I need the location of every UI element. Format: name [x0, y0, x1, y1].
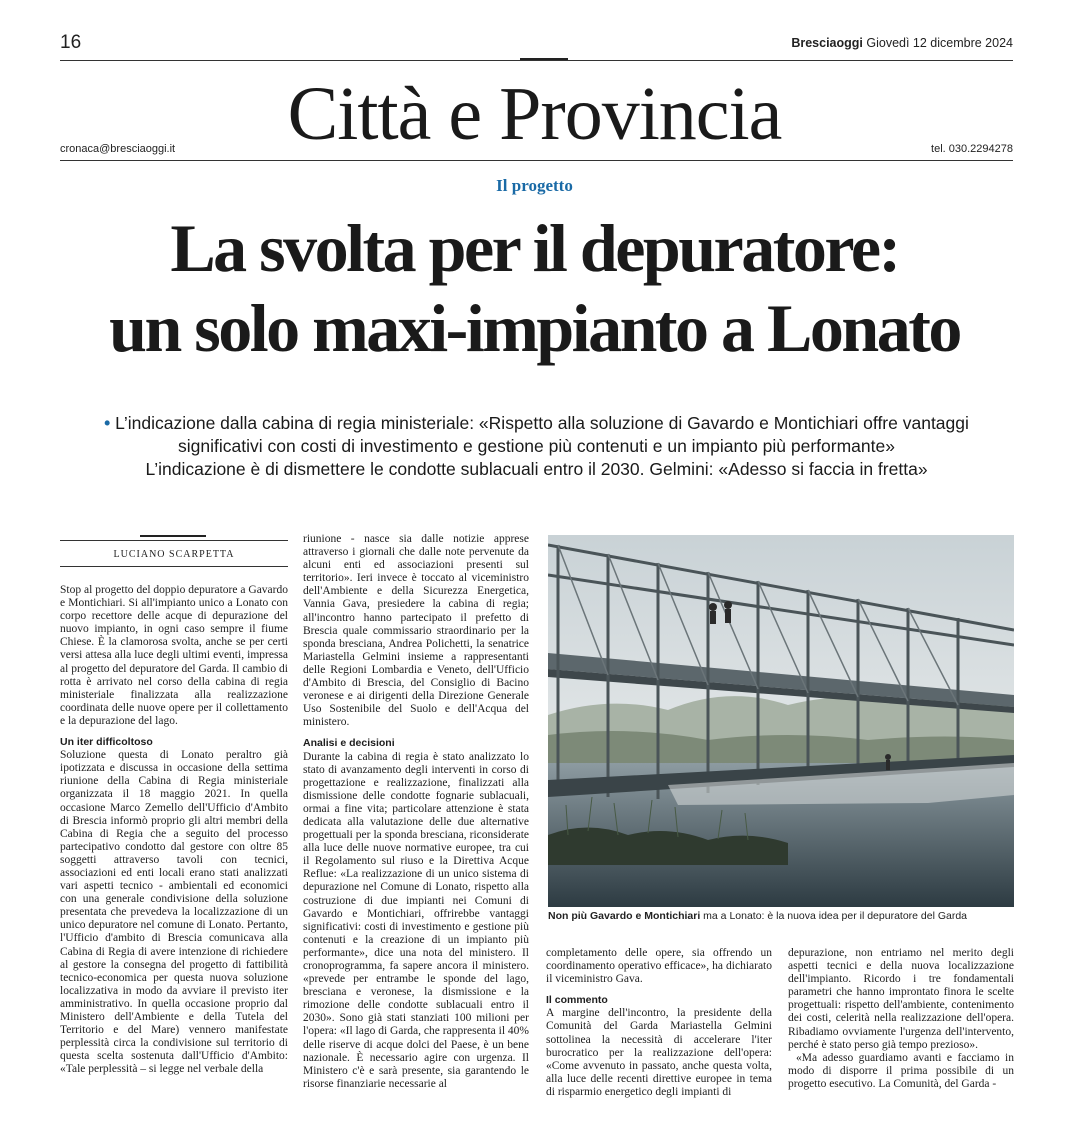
article-summary: [60, 412, 1013, 481]
column-3-body: A margine dell'incontro, la presidente della Comunità del Garda Mariastella Gelmini sottolinea la necessità di accelerare l'iter burocratico per la realizzazione dell'opera: «Come avvenuto in passato, anche questa volta, alla luce delle recenti direttive europee in tema di risparmio energetico degli impianti di: [546, 1007, 772, 1098]
subheading-analisi: Analisi e decisioni: [303, 737, 395, 750]
subheading-commento: Il commento: [546, 994, 608, 1007]
column-4-paragraph-2: «Ma adesso guardiamo avanti e facciamo in modo di disporre il prima possibile di un progetto esecutivo. La Comunità, del Garda -: [788, 1051, 1014, 1090]
article-column-4: [788, 947, 1014, 1091]
section-phone: tel. 030.2294278: [931, 143, 1013, 155]
headline-line-1: La svolta per il depuratore:: [170, 210, 899, 286]
issue-date: Giovedì 12 dicembre 2024: [866, 36, 1013, 50]
byline-rule-accent: [140, 535, 206, 537]
summary-line-3: L’indicazione è di dismettere le condotte sublacuali entro il 2030. Gelmini: «Adesso si faccia in fretta»: [145, 459, 928, 479]
section-rule: [60, 160, 1013, 161]
article-column-1: [60, 584, 288, 1076]
bridge-rendering: [548, 535, 1014, 907]
subheading-iter: Un iter difficoltoso: [60, 736, 153, 749]
article-headline: [0, 208, 1069, 368]
article-kicker: Il progetto: [496, 176, 573, 195]
summary-line-2: significativi con costi di investimento e gestione più contenuti e un impianto più performante»: [178, 436, 895, 456]
top-rule: [60, 60, 1013, 61]
byline-rule-bottom: [60, 566, 288, 567]
column-1-body: Soluzione questa di Lonato peraltro già ipotizzata e discussa in occasione della settima riunione della Cabina di Regia ministeriale organizzata il 18 maggio 2021. In quella occasione Marco Zemello dell'Ufficio d'Ambito di Brescia informò proprio gli altri membri della Cabina di Regia che a seguito del processo partecipativo condotto dal gestore con oltre 85 soggetti attraverso tavoli con tecnici, associazioni ed enti locali erano stati analizzati vari aspetti tecnico - ambientali ed economici con una generale condivisione della soluzione presentata che prevedeva la localizzazione di un unico depuratore nel comune di Lonato. Pertanto, l'Ufficio d'ambito di Brescia comunicava alla Cabina di Regia di avere intenzione di richiedere al gestore la consegna del progetto di fattibilità tecnico-economica per questa nuova soluzione localizzativa in modo da avviare il previsto iter amministrativo. In quella occasione proprio dal Ministero dell'Ambiente e della Tutela del Territorio e del Mare) vennero manifestate perplessità circa la condivisione sul territorio di questa scelta sostenuta dall'Ufficio d'Ambito: «Tale perplessità – si legge nel verbale della: [60, 749, 289, 1076]
column-2-body: Durante la cabina di regia è stato analizzato lo stato di avanzamento degli interventi in corso di progettazione e realizzazione, finalizzati alla dismissione delle condotte fognarie sublacuali, ormai a fine vita; particolare attenzione è stata dedicata alla valutazione delle due alternative progettuali per la sponda bresciana, riconsiderate alla luce delle nuove normative europee, tra cui il Regolamento sul riuso e la Direttiva Acque Reflue: «La realizzazione di un unico sistema di depurazione nel Comune di Lonato, rispetto alla costruzione di due impianti nei Comuni di Gavardo e Montichiari, offrirebbe vantaggi significativi: costi di investimento e gestione più contenuti e la creazione di un impianto più performante», dice una nota del ministero. Il cronoprogramma, fa sapere ancora il ministero. «prevede per entrambe le sponde del lago, bresciana e veronese, la dismissione e la rimozione delle condotte sublacuali entro il 2030». Sono già stati stanziati 100 milioni per l'opera: «Il lago di Garda, che rappresenta il 40% delle riserve di acque dolci del Paese, è un bene nazionale. È necessario agire con urgenza. Il Ministero c'è e sarà presente, sia garantendo le risorse finanziarie necessarie al: [303, 750, 529, 1090]
masthead: [791, 36, 1013, 50]
page-number: 16: [60, 32, 82, 53]
column-4-paragraph-1: depurazione, non entriamo nel merito degli aspetti tecnici e della nuova localizzazione dell'impianto. Ricordo i tre fondamentali parametri che hanno improntato finora le scelte progettuali: rispetto dell'ambiente, contenimento dei costi, celerità nella realizzazione dell'opera. Ribadiamo ovviamente l'urgenza dell'intervento, perché è stato perso già tempo prezioso».: [788, 947, 1014, 1051]
photo-caption: [548, 910, 1014, 922]
headline-line-2: un solo maxi-impianto a Lonato: [109, 290, 960, 366]
column-1-intro: Stop al progetto del doppio depuratore a Gavardo e Montichiari. Si all'impianto unico a Lonato con corpo recettore delle acque di depurazione del nuovo impianto, in ogni caso sempre il fiume Chiese. È la clamorosa svolta, anche se per certi versi attesa alla luce degli ultimi eventi, impressa al progetto del depuratore del Garda. Il cambio di rotta è arrivato nel corso della cabina di regia ministeriale finalizzata alla realizzazione coordinata delle nuove opere per il collettamento e la depurazione del lago.: [60, 584, 288, 727]
caption-text: ma a Lonato: è la nuova idea per il depuratore del Garda: [700, 910, 968, 922]
article-column-3: [546, 947, 772, 1099]
article-photo: [548, 535, 1014, 907]
column-2-intro: riunione - nasce sia dalle notizie apprese attraverso i giornali che dalle note pervenute da alcuni enti ed associazioni presenti sul territorio». Ieri invece è toccato al viceministro dell'Ambiente e della Sicurezza Energetica, Vannia Gava, presiedere la cabina di regia; all'incontro hanno partecipato il prefetto di Brescia quale commissario straordinario per la sponda bresciana, Andrea Polichetti, la senatrice Mariastella Gelmini insieme a rappresentanti delle Regioni Lombardia e Veneto, dell'Ufficio d'Ambito di Brescia, del Consiglio di Bacino veronese e ai dirigenti della Direzione Generale Uso Sostenibile del Suolo e dell'Acqua del ministero.: [303, 533, 529, 729]
section-email: cronaca@bresciaoggi.it: [60, 143, 176, 155]
top-rule-notch: [520, 58, 568, 60]
byline-rule-top: [60, 540, 288, 541]
article-column-2: [303, 533, 529, 1091]
section-title: Città e Provincia: [287, 72, 782, 156]
paper-name: Bresciaoggi: [791, 36, 863, 50]
byline: LUCIANO SCARPETTA: [113, 549, 235, 560]
summary-line-1: L’indicazione dalla cabina di regia ministeriale: «Rispetto alla soluzione di Gavardo e Montichiari offre vantaggi: [115, 413, 969, 433]
caption-bold: Non più Gavardo e Montichiari: [548, 910, 701, 922]
column-3-intro: completamento delle opere, sia offrendo un coordinamento operativo efficace», ha dichiarato il viceministro Gava.: [546, 947, 772, 986]
summary-bullet: •: [104, 413, 111, 433]
